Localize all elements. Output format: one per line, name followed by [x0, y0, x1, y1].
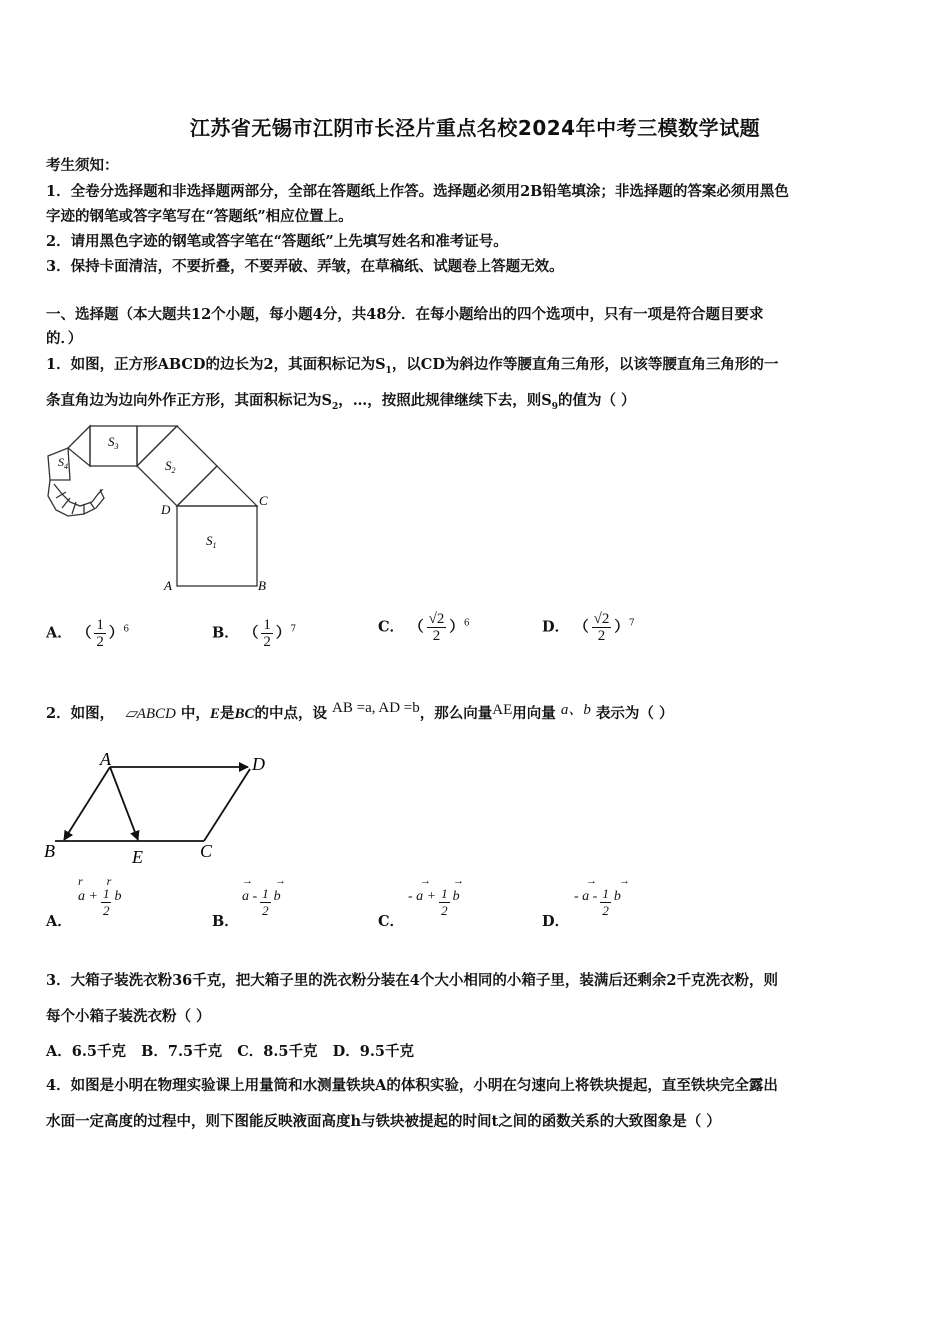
q2-p7: 表示为（ ）: [595, 705, 674, 722]
q1-option-d-num: √2: [593, 611, 610, 627]
square-s2: [137, 426, 217, 506]
q2-p5: ，那么向量: [419, 705, 493, 722]
q2-parallelogram: ▱ABCD: [125, 706, 176, 722]
q2-p2: 中，: [180, 705, 210, 722]
triangle-3: [68, 426, 90, 466]
q2-option-c-post: b: [452, 888, 460, 904]
q1-option-a-frac: [94, 617, 106, 650]
section-heading-line-2: 的．）: [46, 330, 83, 347]
q2-option-a-frac: [101, 886, 112, 919]
section-heading-line-1: 一、选择题（本大题共12个小题，每小题4分，共48分．在每小题给出的四个选项中，只有一项是符合题目要求: [46, 306, 764, 323]
q1-sub-2: 2: [331, 401, 339, 412]
q1-option-c-frac: [427, 611, 447, 644]
q1-option-b-frac: [261, 617, 273, 650]
label-d: D: [252, 754, 265, 774]
q2-vectors: AB =a, AD =b: [332, 700, 420, 716]
notice-line-2: 2．请用黑色字迹的钢笔或答字笔在“答题纸”上先填写姓名和准考证号。: [46, 233, 508, 250]
q2-option-d[interactable]: [574, 876, 630, 919]
q2-option-c-pre: - a +: [408, 888, 437, 904]
q2-option-a-letter[interactable]: A．: [46, 913, 72, 930]
q2-e: E: [209, 706, 220, 722]
q2-option-b-den: 2: [262, 903, 269, 918]
notice-line-1b: 字迹的钢笔或答字笔写在“答题纸”相应位置上。: [46, 208, 353, 225]
q1-option-a-lp: （: [76, 624, 92, 642]
q1-option-c-lp: （: [409, 618, 424, 636]
q1-option-b-letter: B．: [212, 624, 239, 642]
label-s3: $S_3$: [108, 434, 119, 451]
q2-option-b-arrows: → →: [242, 875, 286, 887]
q1-sub-1: 1: [385, 365, 392, 376]
q1-line-2b: ，…，按照此规律继续下去，则S: [338, 392, 552, 409]
q2-p6: 用向量: [512, 705, 556, 722]
q2-option-a-num: 1: [102, 886, 110, 901]
q1-option-a[interactable]: [46, 617, 129, 650]
q2-option-b-num: 1: [262, 886, 269, 901]
q1-option-d-exp: 7: [628, 618, 635, 629]
q2-option-c-frac: [439, 886, 450, 919]
q2-p4: 的中点，设: [254, 705, 327, 722]
q1-line-1: [46, 353, 778, 376]
label-a: A: [100, 749, 111, 769]
q1-option-b-den: 2: [263, 634, 271, 650]
q1-option-a-exp: 6: [123, 624, 130, 635]
q2-option-a-post: b: [114, 888, 122, 904]
label-d: D: [161, 502, 171, 517]
q1-sub-9: 9: [551, 401, 558, 412]
q2-option-a-pre: a +: [78, 888, 98, 904]
q2-p1: 2．如图，: [46, 705, 115, 722]
q1-option-b[interactable]: [212, 617, 296, 650]
q2-option-a-den: 2: [102, 903, 110, 918]
q2-option-d-num: 1: [602, 886, 609, 901]
q1-line-2a: 条直角边为边向外作正方形，其面积标记为S: [46, 392, 332, 409]
q3-line-2: 每个小箱子装洗衣粉（ ）: [46, 1008, 211, 1025]
q2-option-d-arrows: → →: [586, 875, 630, 887]
label-s2: $S_2$: [165, 458, 176, 475]
q2-option-b-frac: [260, 886, 271, 919]
q1-option-a-letter: A．: [46, 624, 72, 642]
label-b: B: [258, 578, 266, 593]
notice-line-1a: 1．全卷分选择题和非选择题两部分，全部在答题纸上作答。选择题必须用2B铅笔填涂；非选择题的答案必须用黑色: [46, 183, 789, 200]
label-b: B: [44, 841, 55, 861]
label-c: C: [200, 841, 213, 861]
q1-text-2: ，以CD为斜边作等腰直角三角形，以该等腰直角三角形的一: [391, 356, 779, 373]
segment-cd: [204, 769, 250, 841]
q2-bc: BC: [234, 706, 255, 722]
q1-line-2c: 的值为（ ）: [558, 392, 636, 409]
q3-options[interactable]: A．6.5千克 B．7.5千克 C．8.5千克 D．9.5千克: [46, 1043, 414, 1060]
label-a: A: [164, 578, 172, 593]
q1-option-c-rp: ）: [449, 618, 464, 636]
q1-option-a-den: 2: [96, 634, 104, 650]
q1-option-b-lp: （: [243, 624, 259, 642]
q1-text-1: 1．如图，正方形ABCD的边长为2，其面积标记为S: [46, 356, 386, 373]
q2-option-b-letter[interactable]: B．: [212, 913, 239, 930]
q1-option-d[interactable]: [542, 611, 635, 644]
q1-option-d-den: 2: [597, 628, 606, 644]
q2-option-a-arrows: r r: [78, 874, 112, 888]
q1-option-c-num: √2: [428, 611, 445, 627]
q4-line-1: 4．如图是小明在物理实验课上用量筒和水测量铁块A的体积实验，小明在匀速向上将铁块提起，直至铁块完全露出: [46, 1077, 778, 1094]
q2-option-a[interactable]: [78, 876, 121, 919]
q2-option-c[interactable]: [408, 876, 464, 919]
q2-ae: AE: [492, 702, 513, 718]
q2-option-b[interactable]: [242, 876, 286, 919]
label-s1: $S_1$: [206, 533, 217, 550]
q2-option-b-pre: a -: [242, 888, 258, 904]
triangle-1: [177, 466, 257, 506]
q2-option-c-arrows: → →: [420, 875, 464, 887]
q2-option-c-letter[interactable]: C．: [378, 913, 405, 930]
q1-line-2: [46, 389, 636, 412]
q2-option-b-post: b: [273, 888, 281, 904]
q4-line-2: 水面一定高度的过程中，则下图能反映液面高度h与铁块被提起的时间t之间的函数关系的大致图象是（ ）: [46, 1113, 721, 1130]
q2-option-d-den: 2: [602, 903, 609, 918]
q2-ab: a、b: [560, 702, 591, 718]
label-c: C: [259, 493, 268, 508]
q2-option-d-post: b: [613, 888, 621, 904]
q2-option-d-frac: [600, 886, 611, 919]
q1-option-b-rp: ）: [275, 624, 291, 642]
q1-option-b-num: 1: [263, 617, 271, 633]
page-title: 江苏省无锡市江阴市长泾片重点名校2024年中考三模数学试题: [189, 116, 761, 140]
q1-option-c-den: 2: [432, 628, 441, 644]
label-e: E: [132, 847, 143, 867]
q3-line-1: 3．大箱子装洗衣粉36千克，把大箱子里的洗衣粉分装在4个大小相同的小箱子里，装满后还剩余2千克洗衣粉，则: [46, 972, 778, 989]
q2-option-c-num: 1: [441, 886, 448, 901]
notice-heading: 考生须知：: [46, 157, 119, 174]
q2-figure: [40, 745, 280, 870]
square-s1: [177, 506, 257, 586]
vector-ab: [64, 767, 110, 840]
q1-option-d-lp: （: [574, 618, 589, 636]
q1-option-d-rp: ）: [614, 618, 629, 636]
q1-option-c-letter: C．: [378, 618, 405, 636]
q1-figure: [40, 418, 290, 594]
label-s4: $S_4$: [58, 455, 68, 471]
q1-option-b-exp: 7: [290, 624, 297, 635]
vector-ae: [110, 767, 138, 840]
q1-option-a-rp: ）: [108, 624, 124, 642]
q2-option-c-den: 2: [441, 903, 448, 918]
q1-option-d-letter: D．: [542, 618, 570, 636]
notice-line-3: 3．保持卡面清洁，不要折叠，不要弄破、弄皱，在草稿纸、试题卷上答题无效。: [46, 258, 564, 275]
q2-option-d-pre: - a -: [574, 888, 598, 904]
q2-p3: 是: [219, 705, 235, 722]
q1-option-a-num: 1: [96, 617, 104, 633]
q1-option-d-frac: [592, 611, 612, 644]
q1-option-c[interactable]: [378, 611, 470, 644]
q1-option-c-exp: 6: [463, 618, 470, 629]
q2-option-d-letter[interactable]: D．: [542, 913, 570, 930]
q2-line-1: [46, 702, 673, 723]
